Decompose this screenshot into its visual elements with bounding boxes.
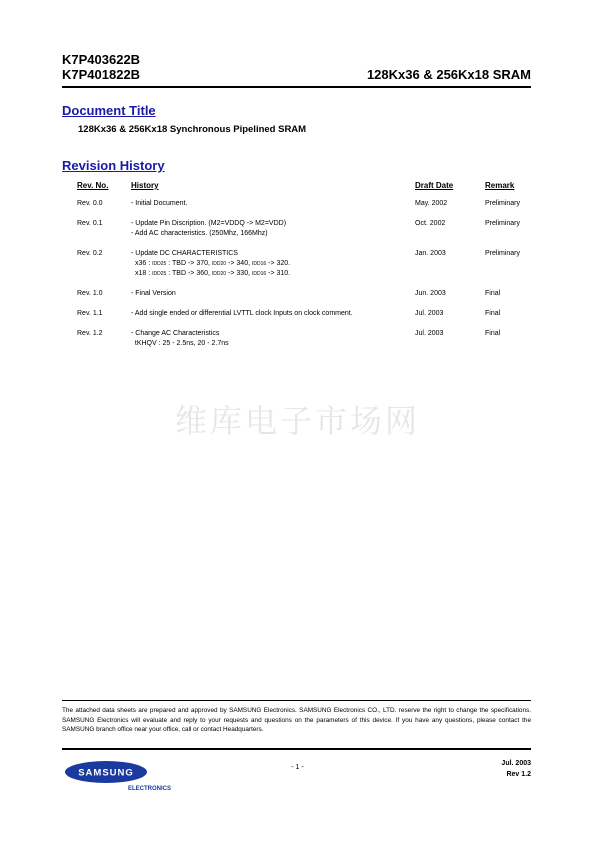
date-cell: Jan. 2003 <box>415 250 446 257</box>
detail-subscript: IDD25 <box>152 271 167 277</box>
column-header-remark: Remark <box>485 181 515 190</box>
history-detail-x18 <box>131 269 290 280</box>
column-header-draft-date: Draft Date <box>415 181 454 190</box>
detail-subscript: IDD20 <box>211 260 227 267</box>
remark-cell: Preliminary <box>485 220 521 227</box>
rev-cell: Rev. 1.2 <box>77 330 103 337</box>
document-title-heading: Document Title <box>62 103 156 118</box>
detail-subscript: IDD16 <box>251 260 267 267</box>
product-title: 128Kx36 & 256Kx18 SRAM <box>366 67 531 82</box>
logo-wordmark: SAMSUNG <box>78 767 134 779</box>
detail-text: -> 320. <box>266 259 291 267</box>
document-title-text: 128Kx36 & 256Kx18 Synchronous Pipelined SRAM <box>78 124 307 135</box>
date-cell: May. 2002 <box>415 200 448 207</box>
rev-cell: Rev. 1.0 <box>77 290 103 297</box>
date-cell: Oct. 2002 <box>415 220 446 227</box>
detail-text: -> 340, <box>226 259 252 267</box>
detail-subscript: IDD25 <box>152 260 167 267</box>
detail-subscript: IDD20 <box>211 271 227 277</box>
rev-cell: Rev. 1.1 <box>77 310 103 317</box>
footer-revision: Rev 1.2 <box>506 771 531 778</box>
detail-text: -> 330, <box>226 270 252 277</box>
page-number: - 1 - <box>291 764 304 771</box>
history-cell: - Initial Document. <box>131 200 188 207</box>
history-cell: - Final Version <box>131 290 176 297</box>
watermark: 维库电子市场网 <box>174 402 420 440</box>
detail-text: : TBD -> 360, <box>166 270 212 277</box>
remark-cell: Final <box>485 290 501 297</box>
history-line: tKHQV : 25 - 2.5ns, 20 - 2.7ns <box>131 339 229 347</box>
part-numbers <box>62 52 140 82</box>
rev-cell: Rev. 0.2 <box>77 250 103 257</box>
date-cell: Jul. 2003 <box>415 330 444 337</box>
detail-text: : TBD -> 370, <box>166 259 212 267</box>
column-header-rev-no: Rev. No. <box>77 181 109 190</box>
footer-divider-bottom <box>62 748 531 750</box>
history-line: - Change AC Characteristics <box>131 330 220 337</box>
detail-prefix: x18 : <box>135 270 153 277</box>
header-divider <box>62 86 531 88</box>
history-detail-x36 <box>131 259 290 270</box>
history-cell <box>131 329 229 348</box>
history-cell <box>131 249 290 280</box>
history-line: - Update DC CHARACTERISTICS <box>131 250 238 257</box>
detail-text: -> 310. <box>266 270 291 277</box>
footer-date: Jul. 2003 <box>501 760 531 767</box>
rev-cell: Rev. 0.0 <box>77 200 103 207</box>
column-header-history: History <box>131 181 159 190</box>
remark-cell: Preliminary <box>485 200 521 207</box>
detail-subscript: IDD16 <box>251 271 267 277</box>
history-line: - Add AC characteristics. (250Mhz, 166Mhz) <box>131 229 268 237</box>
footer-disclaimer: The attached data sheets are prepared and approved by SAMSUNG Electronics. SAMSUNG Electronics CO., LTD. reserve the right to change the specifications. SAMSUNG Electronics will evaluate and reply to your requests and questions on the parameters of this device. If you have any questions, please contact the SAMSUNG branch office near your office, call or contact Headquarters. <box>62 707 531 733</box>
date-cell: Jun. 2003 <box>415 290 446 297</box>
detail-prefix: x36 : <box>135 259 153 267</box>
part-number-2: K7P401822B <box>62 67 141 82</box>
history-cell <box>131 219 286 238</box>
footer-date-block <box>501 758 531 780</box>
logo-subtext: ELECTRONICS <box>128 786 172 792</box>
history-line: - Update Pin Discription. (M2=VDDQ -> M2=VDD) <box>131 220 287 227</box>
revision-history-heading: Revision History <box>62 158 165 173</box>
remark-cell: Preliminary <box>485 250 521 257</box>
remark-cell: Final <box>485 310 501 317</box>
date-cell: Jul. 2003 <box>415 310 444 317</box>
footer-divider-top <box>62 700 531 701</box>
history-cell: - Add single ended or differential LVTTL clock Inputs on clock comment. <box>131 310 353 317</box>
remark-cell: Final <box>485 330 501 337</box>
rev-cell: Rev. 0.1 <box>77 220 103 227</box>
part-number-1: K7P403622B <box>62 52 141 67</box>
